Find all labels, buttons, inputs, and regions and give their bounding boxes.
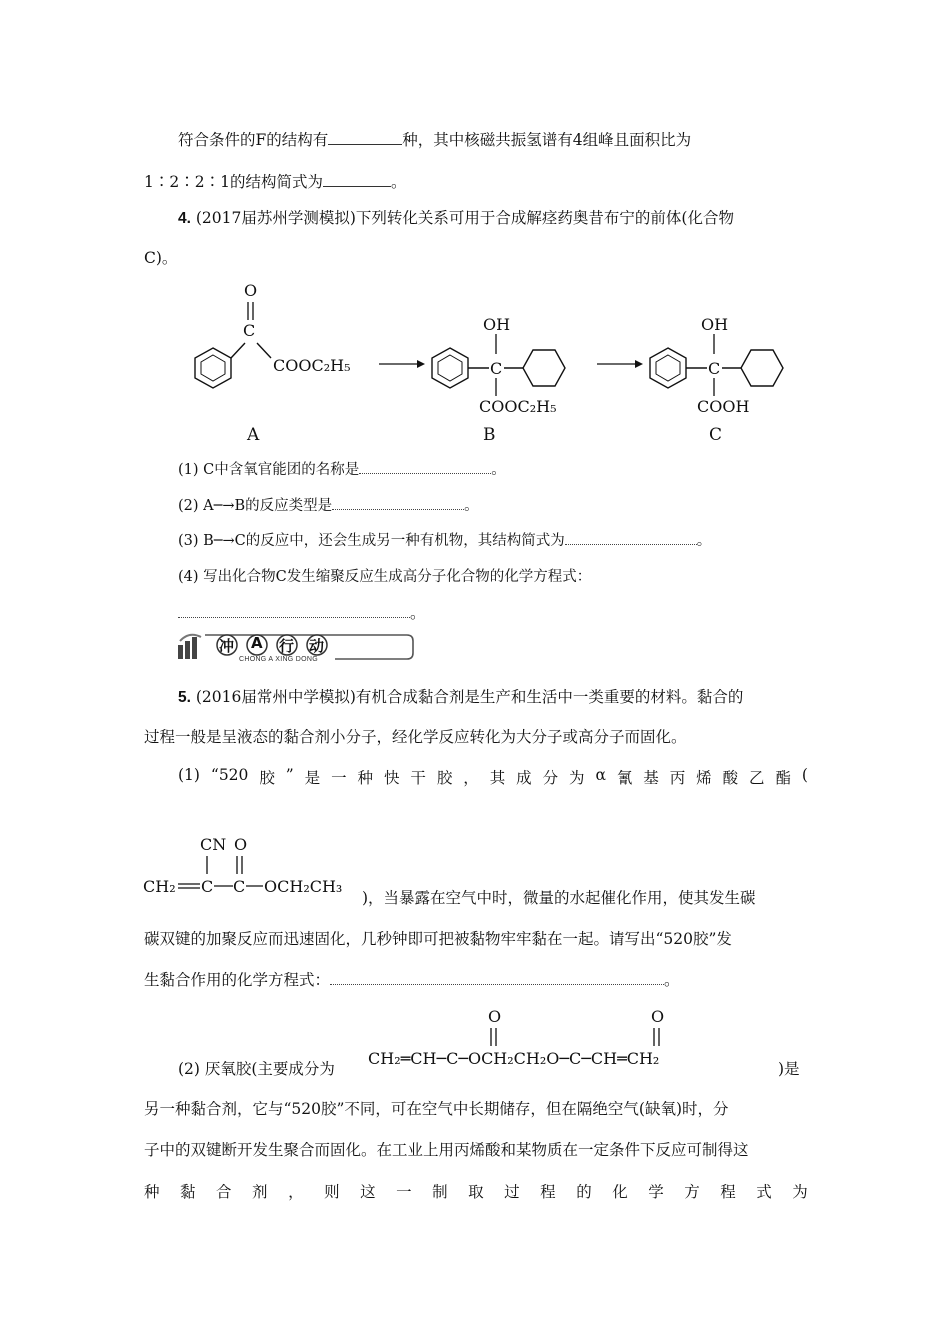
spaced-char: (1) — [178, 766, 200, 784]
spaced-char: 丙 — [669, 769, 686, 787]
q5-sub2-line-1-end — [778, 1057, 800, 1079]
c-hydroxyl: OH — [701, 315, 729, 334]
spaced-char: 成 — [516, 769, 532, 787]
mol1-cn: CN — [200, 835, 227, 854]
mol2-o2: O — [651, 1007, 665, 1026]
a-carbonyl-o: O — [244, 281, 258, 300]
answer-blank[interactable] — [359, 459, 491, 474]
period: 。 — [390, 173, 407, 191]
banner-char-3: 行 — [279, 637, 295, 655]
spaced-char: 为 — [569, 769, 585, 787]
mol1-o: O — [234, 835, 248, 854]
q5-sub2-text-after: )是 — [778, 1060, 800, 1078]
spaced-char: 酯 — [775, 769, 791, 787]
spaced-char: 程 — [540, 1183, 556, 1201]
q4-line-2 — [144, 246, 177, 268]
c-carbon: C — [708, 359, 721, 378]
compound-b — [432, 315, 565, 445]
label-c: C — [709, 425, 723, 445]
q4-sub1-text: (1) C中含氧官能团的名称是 — [178, 462, 360, 478]
b-ester: COOC₂H₅ — [479, 397, 557, 416]
spaced-char: 制 — [432, 1183, 448, 1201]
spaced-char: 过 — [504, 1183, 520, 1201]
spaced-char: 乙 — [749, 769, 765, 787]
q5-stem-cont: 过程一般是呈液态的黏合剂小分子，经化学反应转化为大分子或高分子而固化。 — [144, 728, 687, 746]
banner-char-2: A — [251, 634, 263, 652]
period: 。 — [696, 533, 712, 549]
q5-sub1-text-3: 碳双键的加聚反应而迅速固化，几秒钟即可把被黏物牢牢黏在一起。请写出“520胶”发 — [144, 930, 732, 948]
spaced-char: 氰 — [616, 769, 633, 787]
mol1-c2: C — [233, 877, 246, 896]
spaced-char: 则 — [324, 1183, 340, 1201]
spaced-char: 快 — [383, 769, 400, 787]
answer-blank[interactable] — [332, 495, 464, 510]
question-number: 4. — [178, 210, 191, 227]
spaced-char: ( — [801, 766, 808, 784]
spaced-char: 一 — [331, 769, 347, 787]
q4-sub4-answer — [178, 601, 426, 623]
spaced-char: 方 — [684, 1183, 700, 1201]
section-banner — [175, 631, 415, 665]
spaced-char: α — [595, 766, 606, 784]
spaced-char: 的 — [576, 1183, 592, 1201]
mol2-o1: O — [488, 1007, 502, 1026]
mol1-och: OCH₂CH₃ — [264, 877, 343, 896]
answer-blank[interactable] — [178, 603, 410, 618]
spaced-char: 为 — [792, 1183, 808, 1201]
q4-sub4 — [178, 565, 591, 586]
mol1-ch2: CH₂ — [143, 877, 176, 896]
spaced-char: 学 — [648, 1183, 664, 1201]
b-hydroxyl: OH — [483, 315, 511, 334]
q4-sub2-text: (2) A─→B的反应类型是 — [178, 498, 333, 514]
q4-sub2 — [178, 494, 479, 515]
answer-blank[interactable] — [328, 130, 402, 145]
q5-sub1-text-4: 生黏合作用的化学方程式： — [144, 971, 331, 989]
q5-sub1-line-4 — [144, 968, 680, 990]
intro-line-1 — [178, 128, 691, 150]
spaced-char: 胶 — [436, 769, 453, 787]
banner-char-4: 动 — [309, 637, 325, 655]
spaced-char: 式 — [756, 1183, 772, 1201]
spaced-char: 这 — [360, 1183, 376, 1201]
compound-c — [650, 315, 783, 445]
spaced-char: 烯 — [696, 769, 712, 787]
q4-sub3-text: (3) B─→C的反应中，还会生成另一种有机物，其结构简式为 — [178, 533, 565, 549]
q5-sub2-line-1 — [178, 1057, 335, 1079]
reaction-scheme — [175, 278, 815, 448]
q5-sub2-line-2 — [144, 1097, 729, 1119]
mol1-c1: C — [201, 877, 214, 896]
q5-sub2-line-4 — [144, 1180, 808, 1202]
spaced-char: 胶 — [259, 769, 275, 787]
spaced-char: 程 — [720, 1183, 736, 1201]
q5-sub1-line-3 — [144, 927, 732, 949]
spaced-char: ， — [463, 769, 479, 787]
banner-char-1: 冲 — [219, 637, 235, 655]
q5-sub2-text-1: (2) 厌氧胶(主要成分为 — [178, 1060, 335, 1078]
intro-line-2 — [144, 170, 406, 192]
b-carbon: C — [490, 359, 503, 378]
label-b: B — [483, 425, 496, 445]
q5-sub2-line-3 — [144, 1138, 749, 1160]
spaced-char: “520 — [210, 766, 249, 784]
a-ester: COOC₂H₅ — [273, 356, 351, 375]
spaced-char: ” — [285, 766, 294, 784]
q5-sub1-line-2 — [362, 886, 756, 908]
period: 。 — [664, 971, 680, 989]
spaced-char: 合 — [216, 1183, 232, 1201]
spaced-char: 干 — [410, 769, 426, 787]
q4-line-1 — [178, 206, 734, 228]
period: 。 — [410, 604, 426, 622]
a-carbon: C — [243, 321, 256, 340]
c-acid: COOH — [697, 397, 750, 416]
spaced-char: 基 — [643, 769, 659, 787]
q5-stem: (2016届常州中学模拟)有机合成黏合剂是生产和生活中一类重要的材料。黏合的 — [195, 688, 744, 706]
intro-text-b: 种，其中核磁共振氢谱有4组峰且面积比为 — [402, 131, 692, 149]
q5-sub1-line-1 — [178, 766, 808, 788]
spaced-char: 分 — [542, 769, 559, 787]
spaced-char: 黏 — [180, 1183, 196, 1201]
q4-sub4-text: (4) 写出化合物C发生缩聚反应生成高分子化合物的化学方程式： — [178, 569, 592, 585]
spaced-char: 剂 — [252, 1183, 268, 1201]
q4-sub3 — [178, 529, 711, 550]
spaced-char: 种 — [357, 769, 374, 787]
period: 。 — [464, 498, 479, 514]
spaced-char: 其 — [489, 769, 506, 787]
spaced-char: ， — [288, 1183, 304, 1201]
q4-sub1 — [178, 458, 506, 479]
spaced-char: 酸 — [722, 769, 739, 787]
label-a: A — [247, 425, 260, 445]
q4-stem: (2017届苏州学测模拟)下列转化关系可用于合成解痉药奥昔布宁的前体(化合物 — [195, 209, 734, 227]
spaced-char: 种 — [144, 1183, 160, 1201]
spaced-char: 一 — [396, 1183, 412, 1201]
answer-blank[interactable] — [323, 172, 391, 187]
period: 。 — [491, 462, 506, 478]
q5-sub2-text-2: 另一种黏合剂，它与“520胶”不同，可在空气中长期储存，但在隔绝空气(缺氧)时，分 — [144, 1100, 729, 1118]
q5-line-1 — [178, 685, 743, 707]
intro-text-a: 符合条件的F的结构有 — [178, 131, 329, 149]
molecule-520 — [140, 834, 370, 904]
q5-sub1-text-2: )，当暴露在空气中时，微量的水起催化作用，使其发生碳 — [362, 889, 756, 907]
question-number: 5. — [178, 689, 191, 706]
banner-pinyin: CHONG A XING DONG — [239, 656, 318, 663]
intro-text-c: 1∶2∶2∶1的结构简式为 — [144, 173, 323, 191]
q5-line-2 — [144, 725, 687, 747]
spaced-char: 取 — [468, 1183, 484, 1201]
answer-blank[interactable] — [565, 530, 697, 545]
spaced-char: 化 — [612, 1183, 628, 1201]
q4-stem-cont: C)。 — [144, 249, 178, 267]
compound-a — [195, 281, 351, 445]
spaced-char: 是 — [304, 769, 321, 787]
q5-sub2-text-3: 子中的双键断开发生聚合而固化。在工业上用丙烯酸和某物质在一定条件下反应可制得这 — [144, 1141, 749, 1159]
mol2-formula: CH₂═CH─C─OCH₂CH₂O─C─CH═CH₂ — [368, 1049, 660, 1068]
molecule-anaerobic — [366, 1002, 786, 1074]
answer-blank[interactable] — [330, 970, 664, 985]
